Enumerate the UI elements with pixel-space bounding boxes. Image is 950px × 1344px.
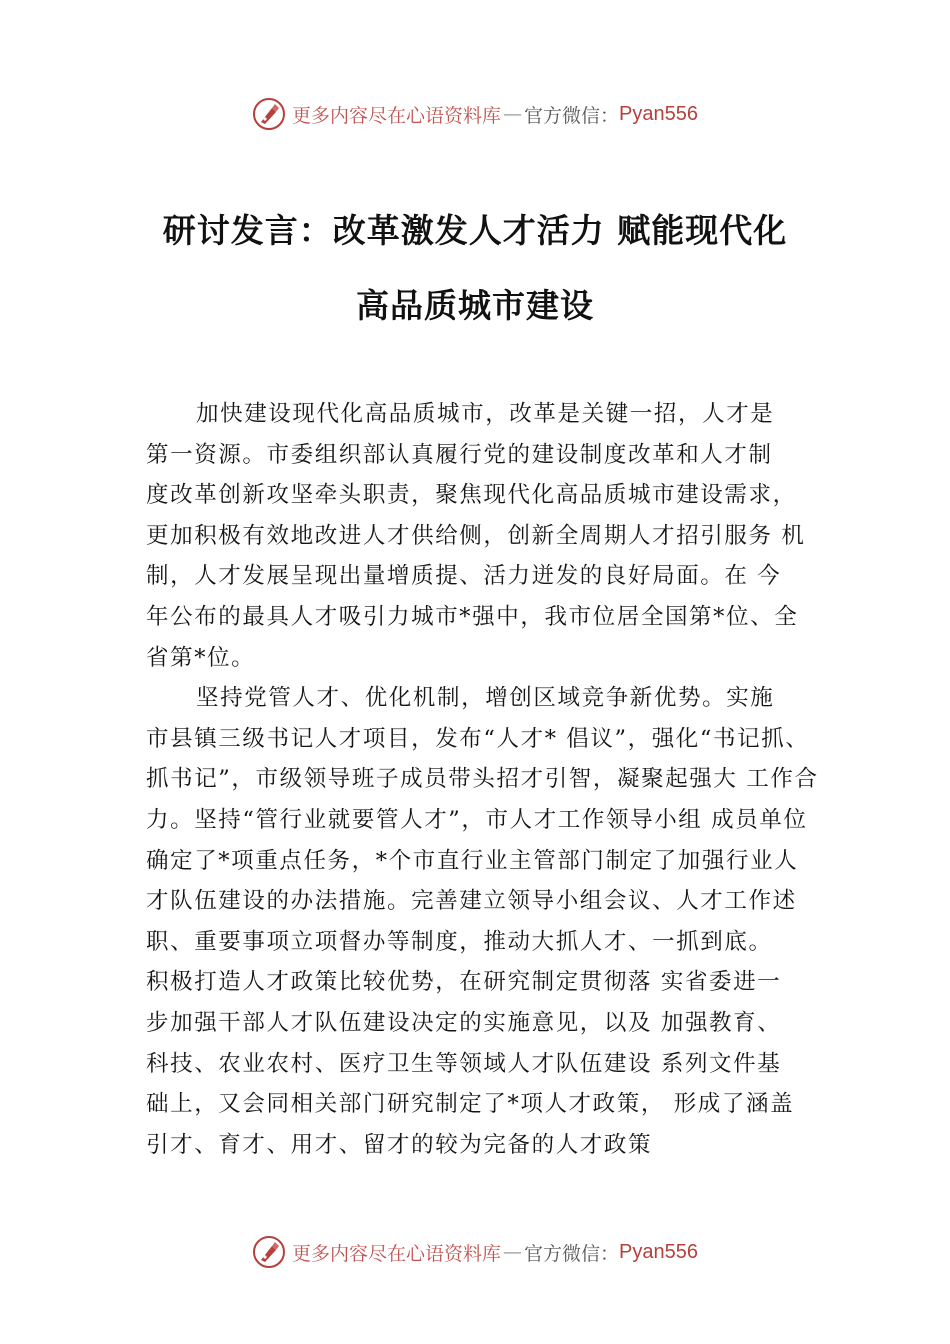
paragraph-line: 抓书记”，市级领导班子成员带头招才引智，凝聚起强大 工作合: [146, 766, 819, 793]
document-title-line-2: 高品质城市建设: [356, 286, 594, 325]
pen-nib-logo-icon: [252, 1235, 286, 1269]
paragraph-line: 力。坚持“管行业就要管人才”，市人才工作领导小组 成员单位: [146, 806, 808, 833]
banner-wechat-label: 官方微信：: [524, 1242, 620, 1265]
paragraph-line: 步加强干部人才队伍建设决定的实施意见，以及 加强教育、: [146, 1009, 782, 1036]
pen-nib-logo-icon: [252, 97, 286, 131]
banner-dash: —: [503, 1241, 523, 1263]
header-banner: [0, 94, 950, 134]
paragraph-line: 确定了*项重点任务，*个市直行业主管部门制定了加强行业人: [146, 847, 799, 874]
paragraph-line: 科技、农业农村、医疗卫生等领域人才队伍建设 系列文件基: [146, 1050, 782, 1077]
document-title-line-1: 研讨发言：改革激发人才活力 赋能现代化: [162, 211, 788, 250]
paragraph-line: 积极打造人才政策比较优势，在研究制定贯彻落 实省委进一: [146, 969, 782, 996]
paragraph-line: 加快建设现代化高品质城市，改革是关键一招，人才是: [196, 401, 775, 427]
paragraph-line: 第一资源。市委组织部认真履行党的建设制度改革和人才制: [146, 441, 773, 468]
paragraph-line: 职、重要事项立项督办等制度，推动大抓人才、一抓到底。: [146, 928, 773, 955]
paragraph-line: 市县镇三级书记人才项目，发布“人才* 倡议”，强化“书记抓、: [146, 725, 810, 752]
paragraph-line: 省第*位。: [146, 644, 256, 671]
banner-text: 更多内容尽在心语资料库: [292, 1242, 502, 1265]
banner-text: 更多内容尽在心语资料库: [292, 104, 502, 127]
paragraph-line: 度改革创新攻坚牵头职责，聚焦现代化高品质城市建设需求，: [146, 482, 797, 509]
banner-wechat-id: Pyan556: [619, 1240, 698, 1263]
paragraph-line: 础上，又会同相关部门研究制定了*项人才政策， 形成了涵盖: [146, 1091, 795, 1118]
paragraph-line: 更加积极有效地改进人才供给侧，创新全周期人才招引服务 机: [146, 522, 806, 549]
paragraph-line: 年公布的最具人才吸引力城市*强中，我市位居全国第*位、全: [146, 603, 799, 630]
document-body: [146, 394, 846, 1165]
paragraph-line: 引才、育才、用才、留才的较为完备的人才政策: [146, 1131, 653, 1158]
banner-wechat-id: Pyan556: [619, 102, 698, 125]
footer-banner: [0, 1232, 950, 1272]
banner-wechat-label: 官方微信：: [524, 104, 620, 127]
banner-dash: —: [503, 103, 523, 125]
paragraph-line: 坚持党管人才、优化机制，增创区域竞争新优势。实施: [196, 685, 775, 712]
paragraph-line: 才队伍建设的办法措施。完善建立领导小组会议、人才工作述: [146, 888, 797, 915]
paragraph-line: 制，人才发展呈现出量增质提、活力迸发的良好局面。在 今: [146, 563, 782, 590]
